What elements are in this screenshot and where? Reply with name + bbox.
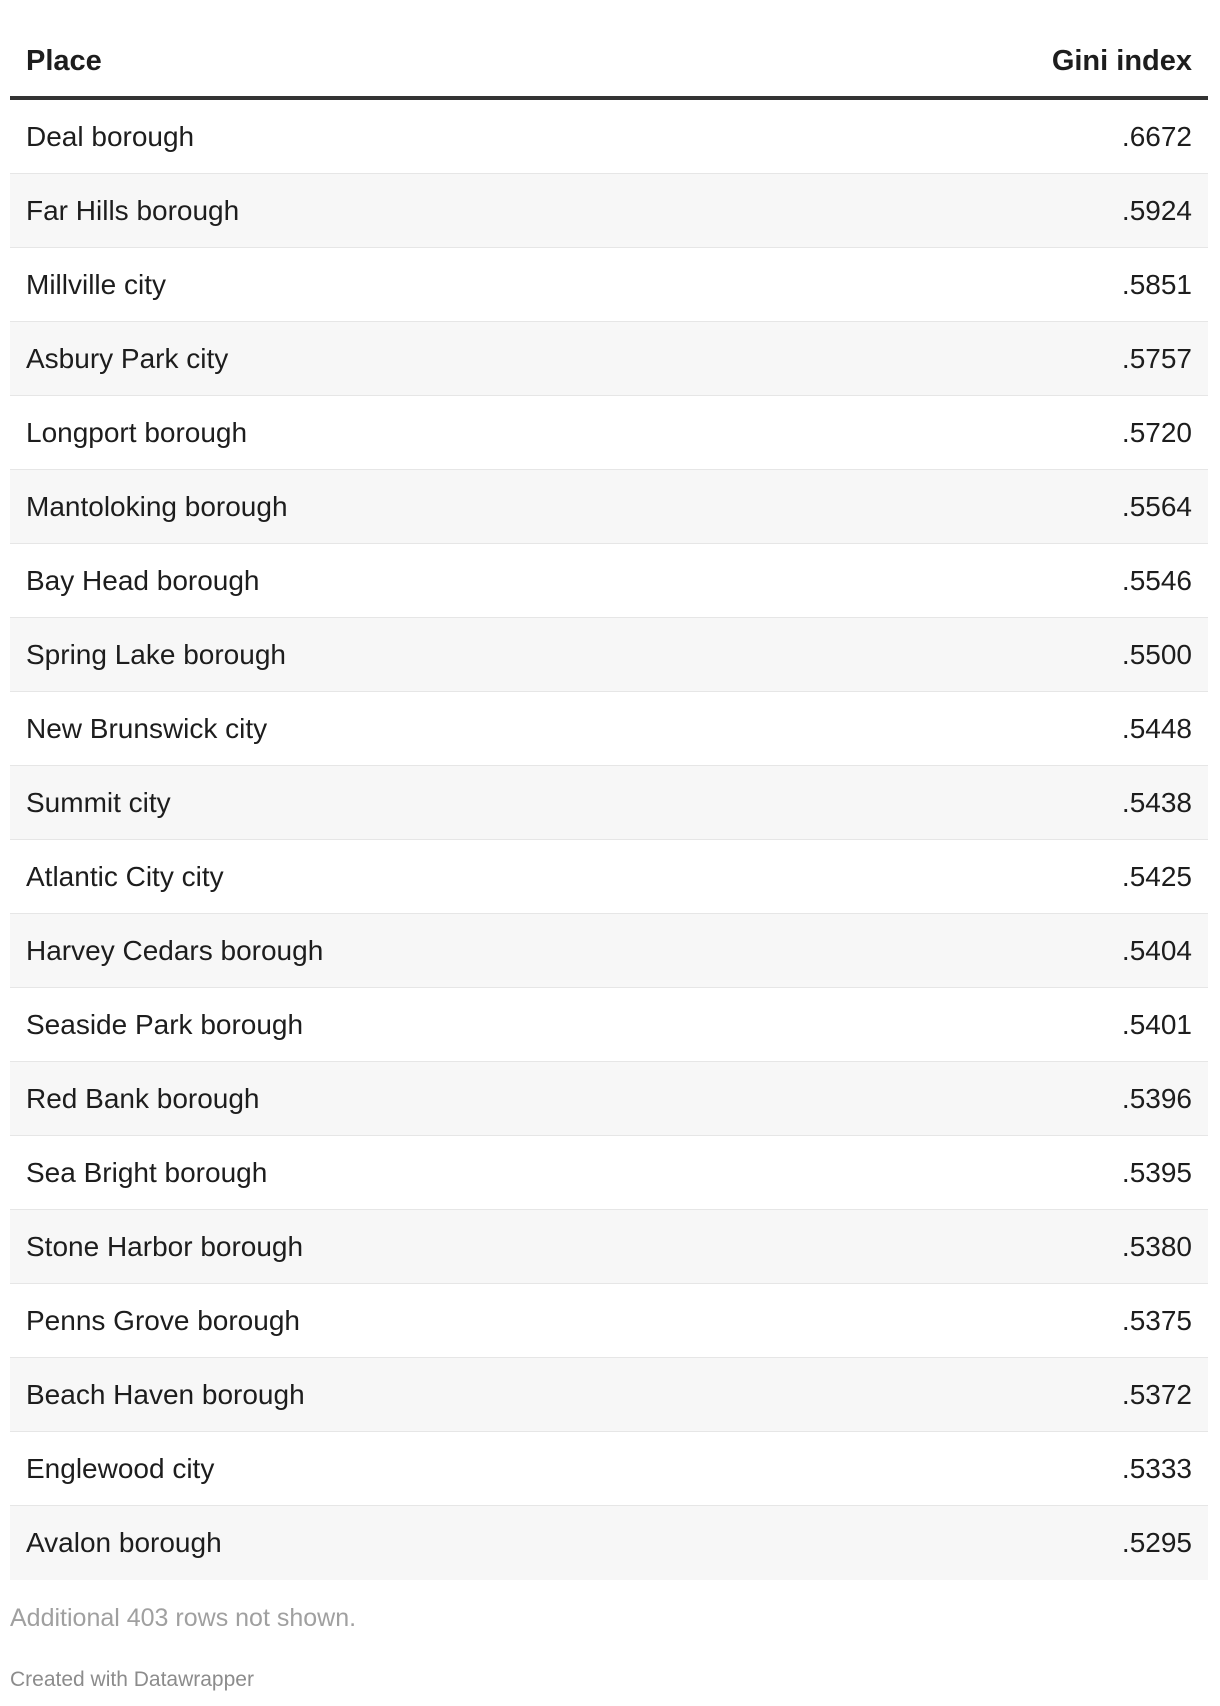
credit-footer: Created with Datawrapper — [10, 1668, 254, 1691]
cell-gini-index: .5395 — [1121, 1156, 1192, 1188]
cell-place: Atlantic City city — [26, 860, 224, 892]
cell-gini-index: .5546 — [1121, 564, 1192, 596]
cell-place: Deal borough — [26, 120, 195, 152]
table-row — [10, 396, 1208, 470]
table-row — [10, 1506, 1208, 1580]
cell-gini-index: .5448 — [1121, 712, 1192, 744]
cell-place: Asbury Park city — [26, 342, 229, 374]
column-header-place[interactable]: Place — [26, 45, 102, 77]
cell-place: Beach Haven borough — [26, 1378, 305, 1410]
cell-gini-index: .5438 — [1121, 786, 1192, 818]
cell-gini-index: .5333 — [1121, 1452, 1192, 1484]
table-header — [10, 0, 1208, 100]
table-row — [10, 1284, 1208, 1358]
table-body — [10, 100, 1208, 1580]
cell-gini-index: .5757 — [1121, 342, 1192, 374]
cell-place: Mantoloking borough — [26, 490, 288, 522]
table-row — [10, 1062, 1208, 1136]
table-row — [10, 1358, 1208, 1432]
cell-place: Stone Harbor borough — [26, 1230, 304, 1262]
table-row — [10, 618, 1208, 692]
cell-gini-index: .5500 — [1121, 638, 1192, 670]
cell-place: Penns Grove borough — [26, 1304, 300, 1336]
cell-gini-index: .5401 — [1121, 1008, 1192, 1040]
table-row — [10, 174, 1208, 248]
table-row — [10, 1432, 1208, 1506]
cell-gini-index: .5375 — [1121, 1304, 1192, 1336]
cell-place: Englewood city — [26, 1452, 215, 1484]
cell-place: Far Hills borough — [26, 194, 240, 226]
cell-gini-index: .6672 — [1121, 120, 1192, 152]
data-table — [10, 0, 1208, 1694]
table-row — [10, 248, 1208, 322]
table-row — [10, 988, 1208, 1062]
cell-gini-index: .5404 — [1121, 934, 1192, 966]
cell-gini-index: .5924 — [1121, 194, 1192, 226]
rows-not-shown-note: Additional 403 rows not shown. — [10, 1604, 357, 1632]
cell-gini-index: .5295 — [1121, 1527, 1192, 1558]
cell-place: Summit city — [26, 786, 171, 818]
cell-place: Millville city — [26, 268, 166, 300]
table-row — [10, 692, 1208, 766]
cell-gini-index: .5720 — [1121, 416, 1192, 448]
table-row — [10, 470, 1208, 544]
cell-place: Longport borough — [26, 416, 248, 448]
cell-place: Red Bank borough — [26, 1082, 260, 1114]
table-row — [10, 544, 1208, 618]
cell-gini-index: .5564 — [1121, 490, 1192, 522]
table-row — [10, 766, 1208, 840]
table-row — [10, 914, 1208, 988]
table-row — [10, 840, 1208, 914]
cell-place: Harvey Cedars borough — [26, 934, 324, 966]
table-row — [10, 322, 1208, 396]
table-row — [10, 100, 1208, 174]
cell-gini-index: .5396 — [1121, 1082, 1192, 1114]
cell-place: Sea Bright borough — [26, 1156, 268, 1188]
cell-gini-index: .5851 — [1121, 268, 1192, 300]
table-row — [10, 1210, 1208, 1284]
column-header-gini-index[interactable]: Gini index — [1051, 45, 1192, 77]
cell-place: Bay Head borough — [26, 564, 260, 596]
cell-place: Avalon borough — [26, 1527, 222, 1558]
cell-gini-index: .5372 — [1121, 1378, 1192, 1410]
cell-place: New Brunswick city — [26, 712, 268, 744]
cell-place: Seaside Park borough — [26, 1008, 304, 1040]
cell-place: Spring Lake borough — [26, 638, 286, 670]
cell-gini-index: .5425 — [1121, 860, 1192, 892]
table-row — [10, 1136, 1208, 1210]
cell-gini-index: .5380 — [1121, 1230, 1192, 1262]
